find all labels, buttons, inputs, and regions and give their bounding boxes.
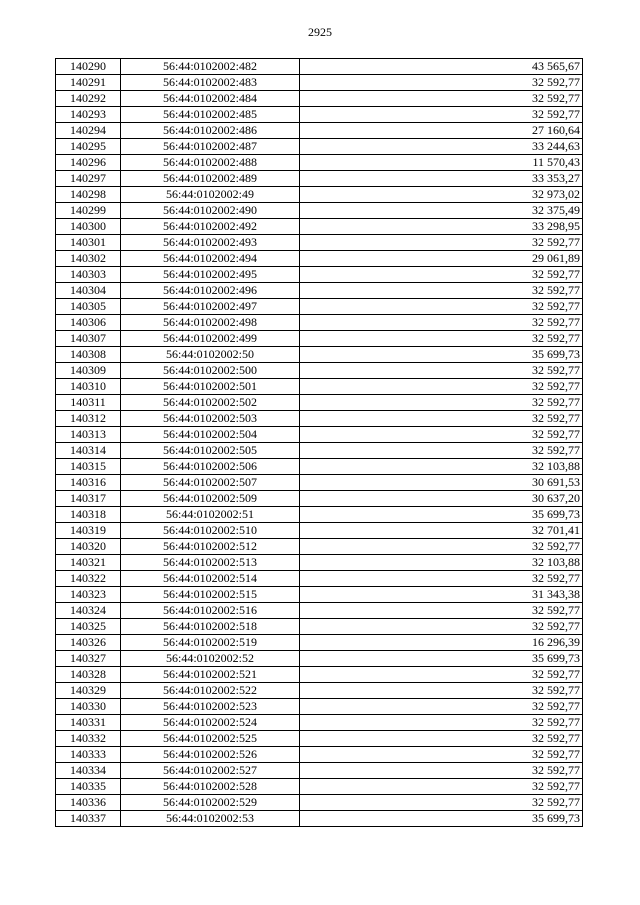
cadastral-number-cell: 56:44:0102002:526: [121, 747, 300, 763]
table-row: [56, 395, 583, 411]
row-number-cell: 140300: [56, 219, 121, 235]
table-row: [56, 267, 583, 283]
cadastral-number-cell: 56:44:0102002:51: [121, 507, 300, 523]
cadastral-value-cell: 32 592,77: [300, 779, 583, 795]
table-row: [56, 715, 583, 731]
table-row: [56, 779, 583, 795]
cadastral-value-cell: 35 699,73: [300, 811, 583, 827]
cadastral-value-cell: 32 592,77: [300, 379, 583, 395]
cadastral-number-cell: 56:44:0102002:507: [121, 475, 300, 491]
cadastral-number-cell: 56:44:0102002:513: [121, 555, 300, 571]
table-row: [56, 155, 583, 171]
cadastral-value-cell: 32 592,77: [300, 331, 583, 347]
row-number-cell: 140312: [56, 411, 121, 427]
table-row: [56, 411, 583, 427]
row-number-cell: 140305: [56, 299, 121, 315]
cadastral-number-cell: 56:44:0102002:482: [121, 59, 300, 75]
row-number-cell: 140330: [56, 699, 121, 715]
row-number-cell: 140328: [56, 667, 121, 683]
cadastral-number-cell: 56:44:0102002:529: [121, 795, 300, 811]
cadastral-value-cell: 32 592,77: [300, 667, 583, 683]
table-row: [56, 539, 583, 555]
cadastral-number-cell: 56:44:0102002:495: [121, 267, 300, 283]
cadastral-value-cell: 32 592,77: [300, 395, 583, 411]
table-row: [56, 427, 583, 443]
row-number-cell: 140335: [56, 779, 121, 795]
table-row: [56, 571, 583, 587]
cadastral-value-cell: 33 353,27: [300, 171, 583, 187]
table-row: [56, 203, 583, 219]
cadastral-value-cell: 32 592,77: [300, 235, 583, 251]
cadastral-value-cell: 32 592,77: [300, 283, 583, 299]
cadastral-number-cell: 56:44:0102002:488: [121, 155, 300, 171]
table-body: [56, 59, 583, 827]
cadastral-value-cell: 32 592,77: [300, 683, 583, 699]
table-row: [56, 91, 583, 107]
cadastral-value-cell: 29 061,89: [300, 251, 583, 267]
table-row: [56, 731, 583, 747]
cadastral-value-cell: 16 296,39: [300, 635, 583, 651]
cadastral-value-cell: 32 592,77: [300, 267, 583, 283]
row-number-cell: 140293: [56, 107, 121, 123]
row-number-cell: 140337: [56, 811, 121, 827]
row-number-cell: 140323: [56, 587, 121, 603]
cadastral-value-cell: 32 592,77: [300, 539, 583, 555]
cadastral-number-cell: 56:44:0102002:505: [121, 443, 300, 459]
cadastral-value-cell: 32 592,77: [300, 715, 583, 731]
row-number-cell: 140292: [56, 91, 121, 107]
row-number-cell: 140326: [56, 635, 121, 651]
row-number-cell: 140304: [56, 283, 121, 299]
cadastral-value-cell: 32 592,77: [300, 411, 583, 427]
cadastral-value-cell: 33 298,95: [300, 219, 583, 235]
row-number-cell: 140320: [56, 539, 121, 555]
cadastral-value-cell: 32 592,77: [300, 91, 583, 107]
table-row: [56, 651, 583, 667]
row-number-cell: 140295: [56, 139, 121, 155]
cadastral-value-cell: 32 592,77: [300, 427, 583, 443]
cadastral-number-cell: 56:44:0102002:506: [121, 459, 300, 475]
cadastral-value-cell: 32 592,77: [300, 619, 583, 635]
row-number-cell: 140306: [56, 315, 121, 331]
table-row: [56, 59, 583, 75]
row-number-cell: 140317: [56, 491, 121, 507]
row-number-cell: 140303: [56, 267, 121, 283]
cadastral-number-cell: 56:44:0102002:483: [121, 75, 300, 91]
row-number-cell: 140298: [56, 187, 121, 203]
row-number-cell: 140291: [56, 75, 121, 91]
cadastral-number-cell: 56:44:0102002:512: [121, 539, 300, 555]
table-row: [56, 667, 583, 683]
cadastral-number-cell: 56:44:0102002:516: [121, 603, 300, 619]
cadastral-value-cell: 32 592,77: [300, 363, 583, 379]
row-number-cell: 140309: [56, 363, 121, 379]
row-number-cell: 140324: [56, 603, 121, 619]
table-row: [56, 523, 583, 539]
table-row: [56, 491, 583, 507]
cadastral-value-cell: 32 592,77: [300, 443, 583, 459]
table-row: [56, 587, 583, 603]
cadastral-number-cell: 56:44:0102002:490: [121, 203, 300, 219]
cadastral-value-cell: 31 343,38: [300, 587, 583, 603]
cadastral-value-cell: 35 699,73: [300, 507, 583, 523]
cadastral-number-cell: 56:44:0102002:484: [121, 91, 300, 107]
cadastral-number-cell: 56:44:0102002:485: [121, 107, 300, 123]
cadastral-value-cell: 32 592,77: [300, 699, 583, 715]
cadastral-value-cell: 32 103,88: [300, 555, 583, 571]
table-row: [56, 219, 583, 235]
cadastral-value-cell: 32 592,77: [300, 763, 583, 779]
row-number-cell: 140332: [56, 731, 121, 747]
cadastral-number-cell: 56:44:0102002:527: [121, 763, 300, 779]
row-number-cell: 140329: [56, 683, 121, 699]
row-number-cell: 140301: [56, 235, 121, 251]
cadastral-value-cell: 32 592,77: [300, 731, 583, 747]
cadastral-value-cell: 32 973,02: [300, 187, 583, 203]
table-row: [56, 555, 583, 571]
cadastral-number-cell: 56:44:0102002:510: [121, 523, 300, 539]
cadastral-value-cell: 32 103,88: [300, 459, 583, 475]
row-number-cell: 140325: [56, 619, 121, 635]
cadastral-number-cell: 56:44:0102002:496: [121, 283, 300, 299]
row-number-cell: 140302: [56, 251, 121, 267]
table-row: [56, 251, 583, 267]
row-number-cell: 140307: [56, 331, 121, 347]
cadastral-value-cell: 32 592,77: [300, 795, 583, 811]
cadastral-number-cell: 56:44:0102002:519: [121, 635, 300, 651]
table-row: [56, 475, 583, 491]
cadastral-number-cell: 56:44:0102002:528: [121, 779, 300, 795]
row-number-cell: 140318: [56, 507, 121, 523]
table-row: [56, 363, 583, 379]
row-number-cell: 140331: [56, 715, 121, 731]
cadastral-value-cell: 32 592,77: [300, 315, 583, 331]
table-row: [56, 107, 583, 123]
cadastral-value-cell: 33 244,63: [300, 139, 583, 155]
row-number-cell: 140314: [56, 443, 121, 459]
cadastral-value-table: [55, 58, 583, 827]
cadastral-value-cell: 32 592,77: [300, 571, 583, 587]
cadastral-number-cell: 56:44:0102002:523: [121, 699, 300, 715]
table-row: [56, 443, 583, 459]
cadastral-number-cell: 56:44:0102002:494: [121, 251, 300, 267]
table-row: [56, 603, 583, 619]
cadastral-value-cell: 43 565,67: [300, 59, 583, 75]
row-number-cell: 140316: [56, 475, 121, 491]
row-number-cell: 140308: [56, 347, 121, 363]
row-number-cell: 140296: [56, 155, 121, 171]
table-row: [56, 123, 583, 139]
cadastral-number-cell: 56:44:0102002:515: [121, 587, 300, 603]
table-row: [56, 683, 583, 699]
cadastral-number-cell: 56:44:0102002:498: [121, 315, 300, 331]
row-number-cell: 140297: [56, 171, 121, 187]
row-number-cell: 140333: [56, 747, 121, 763]
cadastral-value-cell: 30 691,53: [300, 475, 583, 491]
cadastral-number-cell: 56:44:0102002:521: [121, 667, 300, 683]
cadastral-value-cell: 30 637,20: [300, 491, 583, 507]
cadastral-number-cell: 56:44:0102002:49: [121, 187, 300, 203]
row-number-cell: 140322: [56, 571, 121, 587]
row-number-cell: 140299: [56, 203, 121, 219]
cadastral-number-cell: 56:44:0102002:486: [121, 123, 300, 139]
row-number-cell: 140290: [56, 59, 121, 75]
cadastral-value-cell: 35 699,73: [300, 651, 583, 667]
table-row: [56, 75, 583, 91]
cadastral-number-cell: 56:44:0102002:500: [121, 363, 300, 379]
table-row: [56, 315, 583, 331]
row-number-cell: 140327: [56, 651, 121, 667]
table-row: [56, 347, 583, 363]
cadastral-value-cell: 32 592,77: [300, 75, 583, 91]
cadastral-number-cell: 56:44:0102002:522: [121, 683, 300, 699]
table-row: [56, 187, 583, 203]
row-number-cell: 140294: [56, 123, 121, 139]
cadastral-number-cell: 56:44:0102002:497: [121, 299, 300, 315]
row-number-cell: 140313: [56, 427, 121, 443]
cadastral-number-cell: 56:44:0102002:525: [121, 731, 300, 747]
cadastral-value-cell: 32 592,77: [300, 747, 583, 763]
cadastral-number-cell: 56:44:0102002:53: [121, 811, 300, 827]
table-row: [56, 235, 583, 251]
table-row: [56, 299, 583, 315]
cadastral-value-cell: 32 592,77: [300, 299, 583, 315]
cadastral-number-cell: 56:44:0102002:524: [121, 715, 300, 731]
page-number: 2925: [308, 25, 332, 39]
table-row: [56, 331, 583, 347]
cadastral-number-cell: 56:44:0102002:489: [121, 171, 300, 187]
cadastral-number-cell: 56:44:0102002:509: [121, 491, 300, 507]
cadastral-number-cell: 56:44:0102002:501: [121, 379, 300, 395]
cadastral-number-cell: 56:44:0102002:502: [121, 395, 300, 411]
row-number-cell: 140336: [56, 795, 121, 811]
row-number-cell: 140310: [56, 379, 121, 395]
cadastral-number-cell: 56:44:0102002:514: [121, 571, 300, 587]
table-row: [56, 379, 583, 395]
table-row: [56, 283, 583, 299]
row-number-cell: 140334: [56, 763, 121, 779]
table-row: [56, 171, 583, 187]
cadastral-number-cell: 56:44:0102002:487: [121, 139, 300, 155]
cadastral-value-cell: 32 375,49: [300, 203, 583, 219]
cadastral-number-cell: 56:44:0102002:503: [121, 411, 300, 427]
table-row: [56, 811, 583, 827]
row-number-cell: 140311: [56, 395, 121, 411]
cadastral-number-cell: 56:44:0102002:493: [121, 235, 300, 251]
cadastral-number-cell: 56:44:0102002:492: [121, 219, 300, 235]
cadastral-value-cell: 32 592,77: [300, 107, 583, 123]
table-row: [56, 139, 583, 155]
row-number-cell: 140321: [56, 555, 121, 571]
cadastral-number-cell: 56:44:0102002:499: [121, 331, 300, 347]
cadastral-value-cell: 32 592,77: [300, 603, 583, 619]
table-row: [56, 795, 583, 811]
table-row: [56, 635, 583, 651]
cadastral-value-cell: 32 701,41: [300, 523, 583, 539]
table-row: [56, 459, 583, 475]
table-row: [56, 507, 583, 523]
table-row: [56, 747, 583, 763]
cadastral-value-cell: 27 160,64: [300, 123, 583, 139]
row-number-cell: 140315: [56, 459, 121, 475]
cadastral-number-cell: 56:44:0102002:504: [121, 427, 300, 443]
cadastral-number-cell: 56:44:0102002:50: [121, 347, 300, 363]
table-row: [56, 619, 583, 635]
table-row: [56, 763, 583, 779]
cadastral-number-cell: 56:44:0102002:518: [121, 619, 300, 635]
cadastral-value-cell: 35 699,73: [300, 347, 583, 363]
cadastral-number-cell: 56:44:0102002:52: [121, 651, 300, 667]
cadastral-value-cell: 11 570,43: [300, 155, 583, 171]
table-row: [56, 699, 583, 715]
row-number-cell: 140319: [56, 523, 121, 539]
